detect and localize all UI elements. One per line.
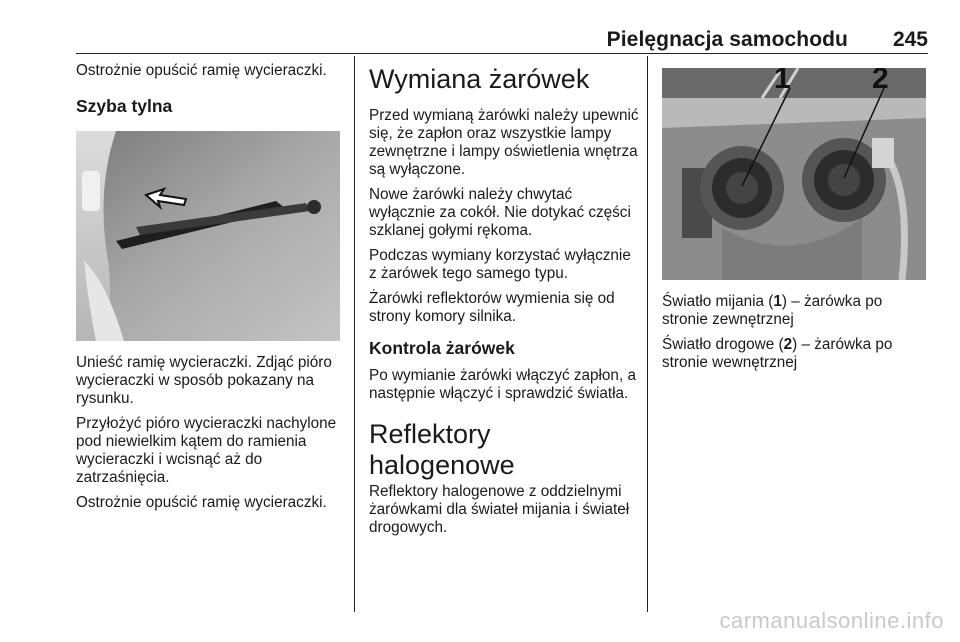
paragraph-engine-compartment: Żarówki reflektorów wymienia się od strony komory silnika. <box>369 290 615 325</box>
paragraph-before-replacement: Przed wymianą żarówki należy upewnić się, że zapłon oraz wszystkie lampy zewnętrzne i lampy oświetlenia wnętrza są wyłączone. <box>369 107 639 178</box>
caption-low-beam: Światło mijania (1) – żarówka po stronie zewnętrznej <box>662 293 883 328</box>
headlight-bulbs-illustration <box>662 68 926 280</box>
column-2 <box>369 62 641 544</box>
callout-1: 1 <box>774 68 791 95</box>
paragraph-bulb-check: Po wymianie żarówki włączyć zapłon, a następnie włączyć i sprawdzić światła. <box>369 367 636 402</box>
chapter-title-bulb-replacement: Wymiana żarówek <box>369 64 590 94</box>
paragraph-handle-base: Nowe żarówki należy chwytać wyłącznie za cokół. Nie dotykać części szklanej gołymi rękoma. <box>369 186 631 239</box>
paragraph-lower-arm: Ostrożnie opuścić ramię wycieraczki. <box>76 494 327 511</box>
paragraph-lift-arm: Unieść ramię wycieraczki. Zdjąć pióro wycieraczki w sposób pokazany na rysunku. <box>76 354 332 407</box>
chapter-title-halogen-headlights: Reflektory halogenowe <box>369 419 515 480</box>
column-3 <box>662 62 928 379</box>
running-header-title: Pielęgnacja samochodu <box>606 28 848 51</box>
callout-2: 2 <box>872 68 889 95</box>
rear-wiper-illustration <box>76 131 340 341</box>
column-divider-1 <box>354 56 355 612</box>
watermark-text: carmanualsonline.info <box>719 608 944 633</box>
paragraph-attach-blade: Przyłożyć pióro wycieraczki nachylone pod niewielkim kątem do ramienia wycieraczki i wcisnąć aż do zatrzaśnięcia. <box>76 415 337 486</box>
paragraph-halogen: Reflektory halogenowe z oddzielnymi żarówkami dla świateł mijania i świateł drogowych. <box>369 483 630 536</box>
column-divider-2 <box>647 56 648 612</box>
header-rule <box>76 53 928 54</box>
paragraph-same-type: Podczas wymiany korzystać wyłącznie z żarówek tego samego typu. <box>369 247 631 282</box>
section-heading-bulb-check: Kontrola żarówek <box>369 338 515 358</box>
column-1 <box>76 62 344 519</box>
page-number: 245 <box>892 28 928 51</box>
section-heading-rear-window: Szyba tylna <box>76 96 173 116</box>
caption-high-beam: Światło drogowe (2) – żarówka po stronie wewnętrznej <box>662 336 893 371</box>
intro-text: Ostrożnie opuścić ramię wycieraczki. <box>76 62 327 79</box>
